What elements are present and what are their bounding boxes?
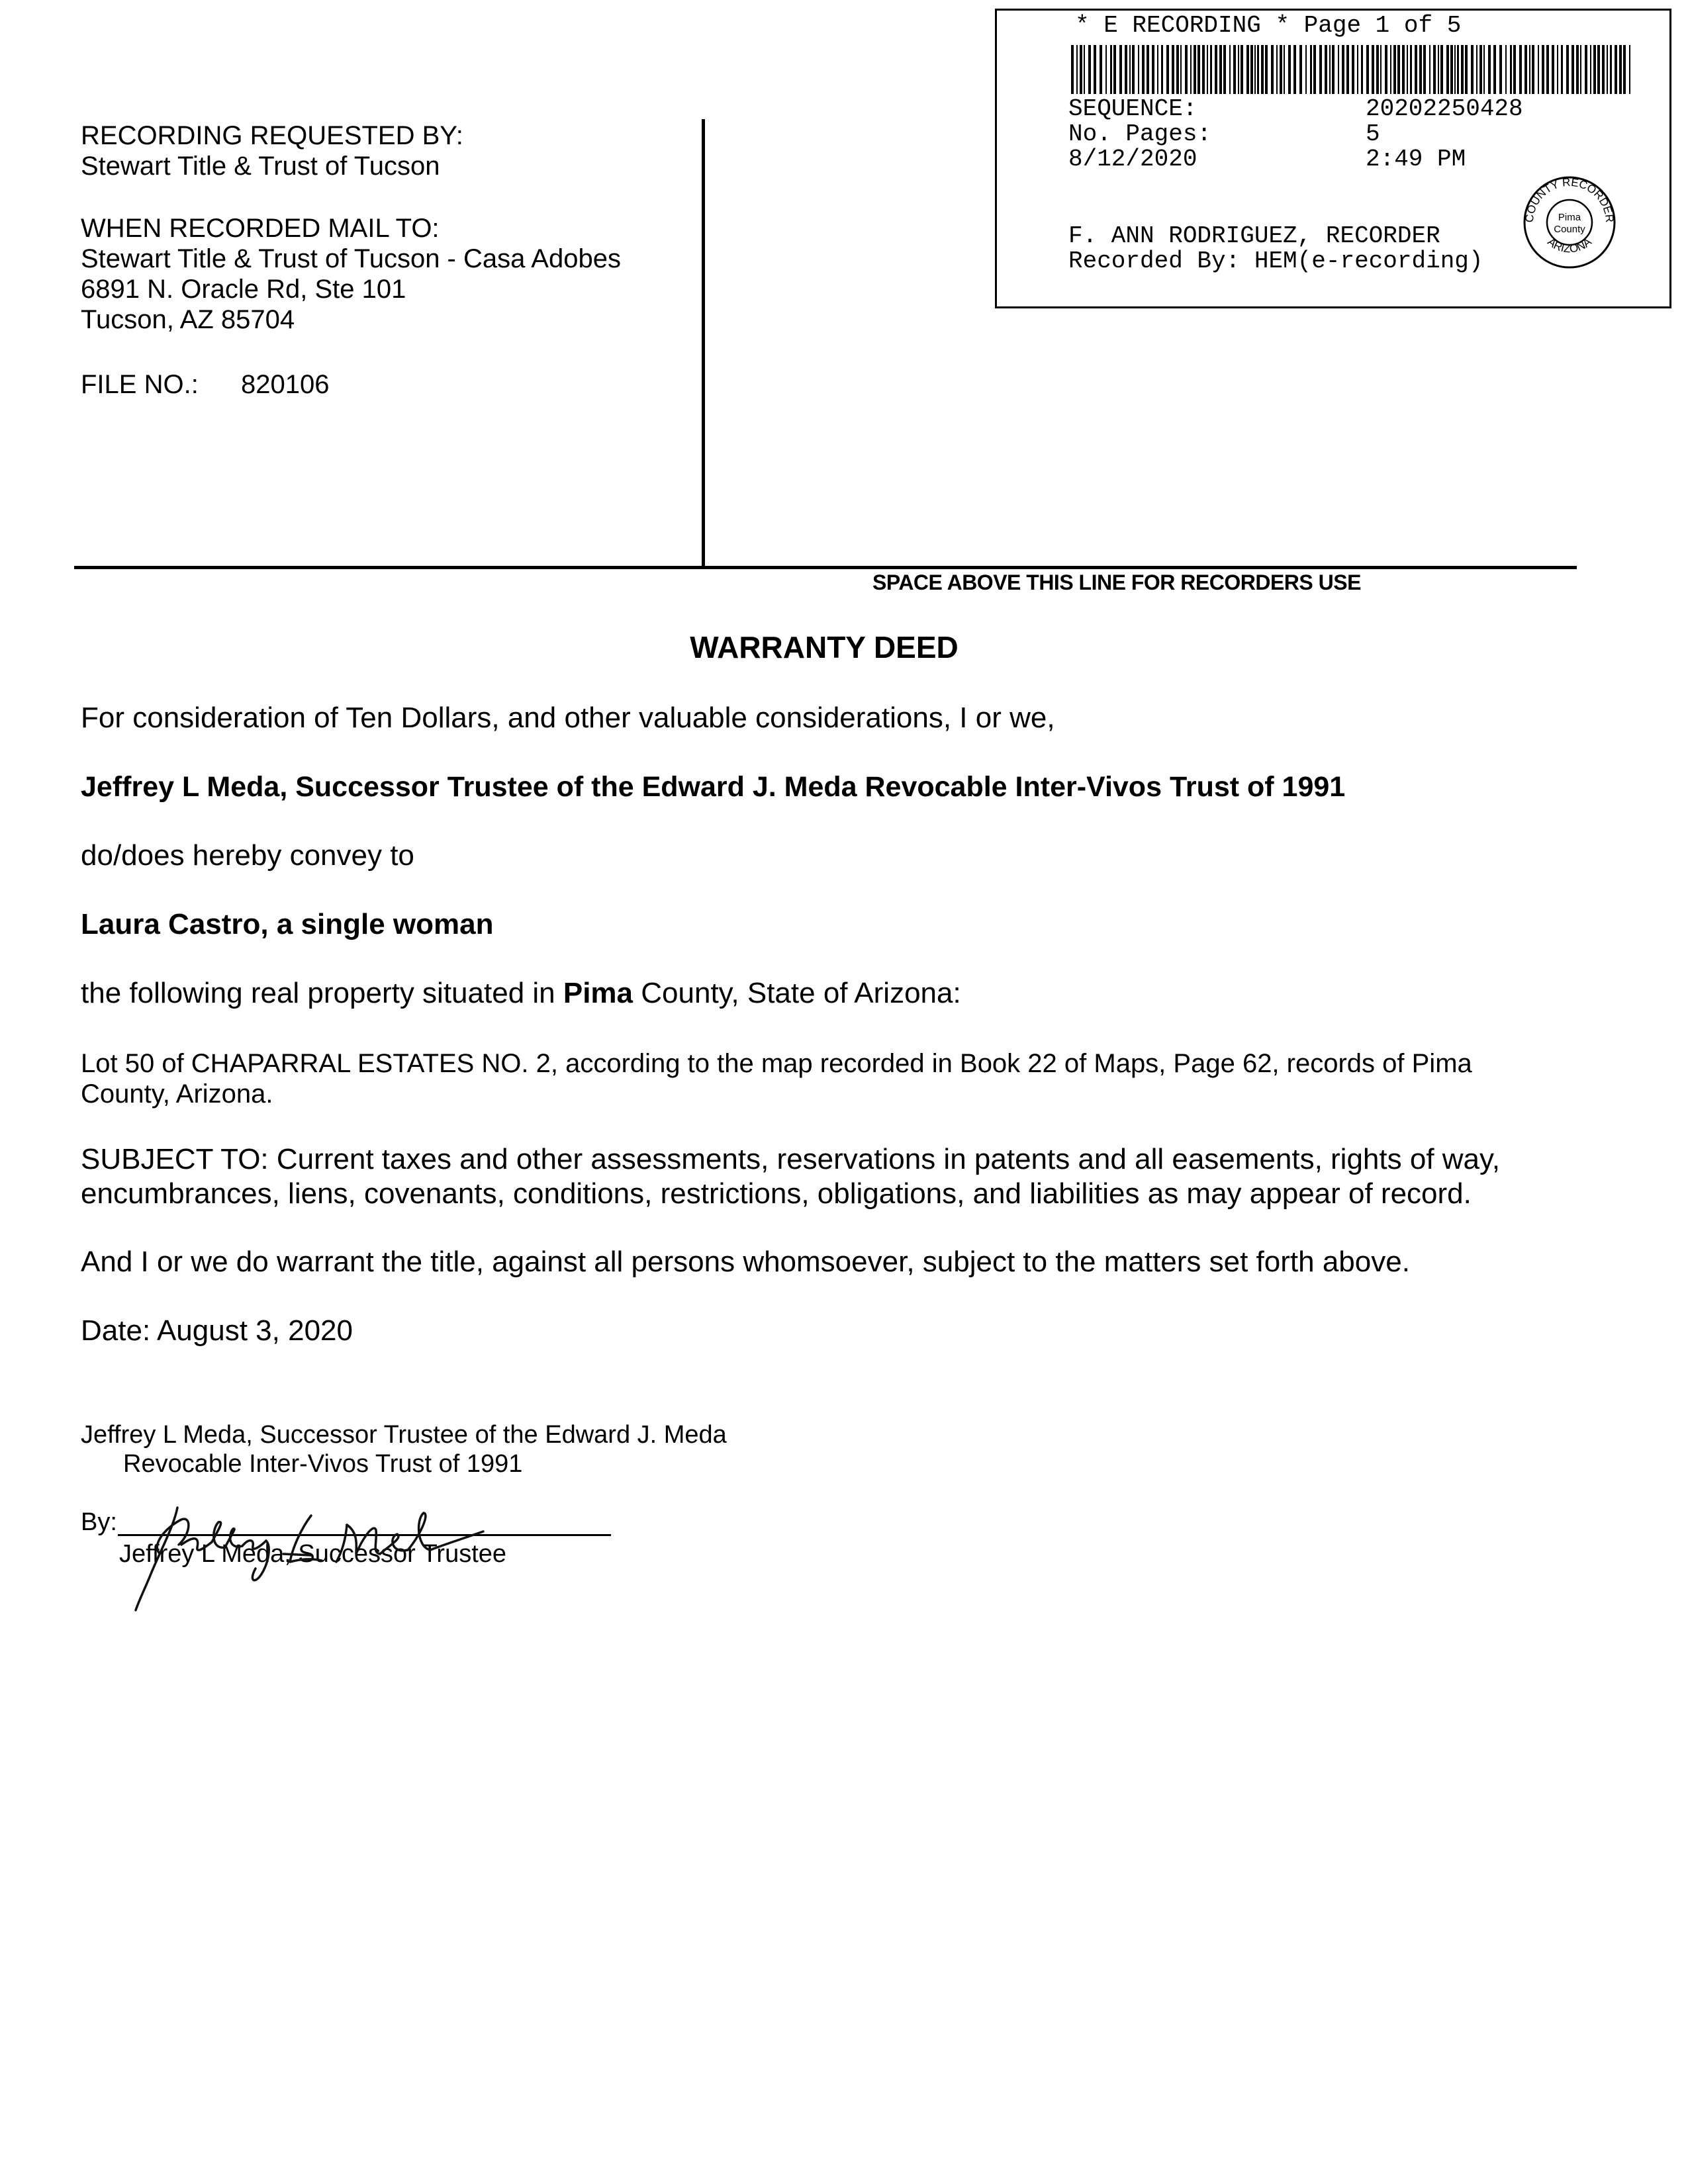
- barcode-bar: [1576, 45, 1579, 94]
- barcode-bar: [1265, 45, 1268, 94]
- barcode-bar: [1407, 45, 1408, 94]
- barcode-bar: [1471, 45, 1474, 94]
- deed-title: WARRANTY DEED: [690, 630, 959, 664]
- barcode-bar: [1197, 45, 1200, 94]
- file-no-label: FILE NO.:: [81, 370, 199, 399]
- property-county: Pima: [563, 977, 633, 1009]
- space-above-line-note: SPACE ABOVE THIS LINE FOR RECORDERS USE: [872, 570, 1361, 594]
- barcode-bar: [1241, 45, 1243, 94]
- pages-value: 5: [1366, 120, 1380, 148]
- consideration-text: For consideration of Ten Dollars, and other valuable considerations, I or we,: [81, 702, 1055, 734]
- barcode-bar: [1454, 45, 1456, 94]
- barcode-bar: [1566, 45, 1569, 94]
- barcode-bar: [1571, 45, 1574, 94]
- barcode-bar: [1524, 45, 1527, 94]
- signature-block-line-1: Jeffrey L Meda, Successor Trustee of the Edward J. Meda: [81, 1421, 727, 1449]
- barcode-bar: [1129, 45, 1131, 94]
- barcode-bar: [1446, 45, 1449, 94]
- barcode-bar: [1080, 45, 1082, 94]
- mail-to-line-2: 6891 N. Oracle Rd, Ste 101: [81, 275, 406, 304]
- barcode-bar: [1293, 45, 1296, 94]
- barcode-bar: [1261, 45, 1264, 94]
- barcode-bar: [1415, 45, 1417, 94]
- by-label: By:: [81, 1508, 117, 1536]
- barcode-bar: [1202, 45, 1205, 94]
- barcode-bar: [1538, 45, 1539, 94]
- warrant-text: And I or we do warrant the title, against all persons whomsoever, subject to the matters set forth above.: [81, 1246, 1410, 1278]
- signer-name: Jeffrey L Meda, Successor Trustee: [119, 1540, 507, 1568]
- barcode-bar: [1157, 45, 1158, 94]
- recording-requested-by-value: Stewart Title & Trust of Tucson: [81, 152, 440, 181]
- barcode-bar: [1288, 45, 1291, 94]
- barcode-bar: [1366, 45, 1369, 94]
- svg-text:ARIZONA: [1545, 235, 1594, 255]
- barcode-bar: [1402, 45, 1405, 94]
- barcode-bar: [1585, 45, 1587, 94]
- barcode-bar: [1313, 45, 1316, 94]
- barcode-bar: [1476, 45, 1477, 94]
- barcode-bar: [1593, 45, 1596, 94]
- barcode-bar: [1513, 45, 1516, 94]
- barcode-bar: [1238, 45, 1239, 94]
- barcode-bar: [1597, 45, 1600, 94]
- barcode-bar: [1546, 45, 1549, 94]
- barcode-bar: [1329, 45, 1331, 94]
- barcode-bar: [1465, 45, 1468, 94]
- recording-stamp-box: [995, 9, 1671, 308]
- recording-requested-by-label: RECORDING REQUESTED BY:: [81, 121, 463, 150]
- county-recorder-seal-icon: [1520, 173, 1619, 272]
- barcode-bar: [1483, 45, 1485, 94]
- barcode-bar: [1161, 45, 1163, 94]
- barcode-bar: [1610, 45, 1612, 94]
- property-prefix: the following real property situated in: [81, 977, 563, 1009]
- barcode-bar: [1113, 45, 1116, 94]
- seal-inner-line-1: Pima: [1558, 212, 1581, 223]
- seal-top-text: COUNTY RECORDER: [1523, 175, 1617, 224]
- barcode-bar: [1229, 45, 1231, 94]
- barcode-bar: [1332, 45, 1335, 94]
- barcode-bar: [1110, 45, 1112, 94]
- sequence-label: SEQUENCE:: [1068, 95, 1197, 122]
- property-situated-text: [81, 977, 961, 1010]
- barcode-bar: [1071, 45, 1074, 94]
- barcode-bar: [1357, 45, 1358, 94]
- barcode-bar: [1505, 45, 1507, 94]
- mail-to-line-1: Stewart Title & Trust of Tucson - Casa Adobes: [81, 244, 621, 273]
- barcode-bar: [1271, 45, 1274, 94]
- barcode-bar: [1094, 45, 1096, 94]
- barcode-bar: [1280, 45, 1282, 94]
- barcode-bar: [1194, 45, 1196, 94]
- barcode-bar: [1250, 45, 1253, 94]
- barcode-bar: [1076, 45, 1078, 94]
- barcode-bar: [1580, 45, 1581, 94]
- recording-header: * E RECORDING * Page 1 of 5: [1075, 12, 1462, 39]
- seal-bottom-text: ARIZONA: [1545, 235, 1594, 255]
- barcode-bar: [1629, 45, 1630, 94]
- barcode-bar: [1166, 45, 1169, 94]
- barcode-bar: [1479, 45, 1482, 94]
- barcode-bar: [1276, 45, 1278, 94]
- barcode-bar: [1132, 45, 1135, 94]
- barcode-bar: [1393, 45, 1396, 94]
- barcode-bar: [1119, 45, 1122, 94]
- barcode-bar: [1100, 45, 1102, 94]
- barcode-bar: [1532, 45, 1534, 94]
- barcode-bar: [1325, 45, 1327, 94]
- barcode-bar: [1461, 45, 1464, 94]
- barcode-bar: [1284, 45, 1285, 94]
- barcode-bar: [1142, 45, 1145, 94]
- property-suffix: County, State of Arizona:: [633, 977, 961, 1009]
- barcode-bar: [1088, 45, 1091, 94]
- barcode-bar: [1488, 45, 1491, 94]
- barcode-bar: [1342, 45, 1344, 94]
- barcode-bar: [1105, 45, 1107, 94]
- barcode-bar: [1246, 45, 1249, 94]
- barcode-bar: [1172, 45, 1174, 94]
- barcode-bar: [1493, 45, 1496, 94]
- barcode-bar: [1410, 45, 1412, 94]
- barcode-bar: [1152, 45, 1154, 94]
- barcode-bar: [1607, 45, 1608, 94]
- barcode-bar: [1352, 45, 1354, 94]
- convey-text: do/does hereby convey to: [81, 839, 414, 872]
- barcode-bar: [1380, 45, 1382, 94]
- barcode-bar: [1305, 45, 1307, 94]
- barcode-bar: [1423, 45, 1426, 94]
- barcode-bar: [1215, 45, 1217, 94]
- barcode-bar: [1319, 45, 1322, 94]
- barcode-bar: [1361, 45, 1363, 94]
- barcode-bar: [1138, 45, 1139, 94]
- barcode-bar: [1338, 45, 1339, 94]
- barcode-bar: [1510, 45, 1512, 94]
- barcode-bar: [1450, 45, 1453, 94]
- barcode-bar: [1419, 45, 1422, 94]
- barcode-bar: [1542, 45, 1544, 94]
- barcode-bar: [1125, 45, 1127, 94]
- barcode-bar: [1376, 45, 1379, 94]
- recorder-name: F. ANN RODRIGUEZ, RECORDER: [1068, 222, 1440, 250]
- pages-label: No. Pages:: [1068, 120, 1212, 148]
- barcode-bar: [1254, 45, 1256, 94]
- barcode-bar: [1552, 45, 1554, 94]
- header-vertical-divider: [702, 119, 705, 568]
- barcode-bar: [1190, 45, 1192, 94]
- sequence-value: 20202250428: [1366, 95, 1523, 122]
- barcode-bar: [1372, 45, 1374, 94]
- mail-to-label: WHEN RECORDED MAIL TO:: [81, 214, 440, 243]
- file-no-value: 820106: [241, 370, 330, 399]
- mail-to-line-3: Tucson, AZ 85704: [81, 305, 295, 334]
- barcode-bar: [1180, 45, 1182, 94]
- barcode-bar: [1310, 45, 1312, 94]
- recording-date: 8/12/2020: [1068, 146, 1197, 173]
- seal-inner-line-2: County: [1554, 224, 1585, 235]
- recording-time: 2:49 PM: [1366, 146, 1466, 173]
- barcode-bar: [1499, 45, 1502, 94]
- barcode-bar: [1147, 45, 1149, 94]
- barcode-bar: [1519, 45, 1522, 94]
- barcode-bar: [1529, 45, 1530, 94]
- barcode-bar: [1433, 45, 1436, 94]
- barcode-bar: [1185, 45, 1188, 94]
- barcode-bar: [1176, 45, 1179, 94]
- barcode-bar: [1429, 45, 1430, 94]
- barcode: [1071, 45, 1634, 94]
- barcode-bar: [1299, 45, 1302, 94]
- recorder-use-rule: [74, 566, 1577, 569]
- barcode-bar: [1233, 45, 1236, 94]
- barcode-bar: [1602, 45, 1605, 94]
- recorded-by: Recorded By: HEM(e-recording): [1068, 248, 1483, 275]
- barcode-bar: [1346, 45, 1349, 94]
- barcode-bar: [1385, 45, 1387, 94]
- subject-to-text: SUBJECT TO: Current taxes and other assessments, reservations in patents and all easements, rights of way, encumbrances, liens, covenants, conditions, restrictions, obligations, and liabilities as may appear of record.: [81, 1143, 1500, 1210]
- barcode-bar: [1084, 45, 1085, 94]
- grantor-text: Jeffrey L Meda, Successor Trustee of the Edward J. Meda Revocable Inter-Vivos Trust of 1991: [81, 771, 1346, 803]
- barcode-bar: [1210, 45, 1212, 94]
- barcode-bar: [1219, 45, 1222, 94]
- barcode-bar: [1207, 45, 1208, 94]
- handwritten-signature: [113, 1481, 563, 1620]
- barcode-bar: [1619, 45, 1622, 94]
- barcode-bar: [1397, 45, 1400, 94]
- barcode-bar: [1223, 45, 1226, 94]
- grantee-text: Laura Castro, a single woman: [81, 908, 494, 940]
- deed-date: Date: August 3, 2020: [81, 1314, 353, 1347]
- barcode-bar: [1615, 45, 1617, 94]
- signature-block-line-2: Revocable Inter-Vivos Trust of 1991: [123, 1450, 523, 1478]
- barcode-bar: [1440, 45, 1443, 94]
- barcode-bar: [1590, 45, 1591, 94]
- barcode-bar: [1557, 45, 1558, 94]
- barcode-bar: [1257, 45, 1259, 94]
- barcode-bar: [1438, 45, 1439, 94]
- barcode-bar: [1390, 45, 1391, 94]
- barcode-bar: [1623, 45, 1626, 94]
- legal-description: Lot 50 of CHAPARRAL ESTATES NO. 2, according to the map recorded in Book 22 of Maps, Page 62, records of Pima County, Arizona.: [81, 1049, 1472, 1109]
- barcode-bar: [1561, 45, 1563, 94]
- barcode-bar: [1457, 45, 1459, 94]
